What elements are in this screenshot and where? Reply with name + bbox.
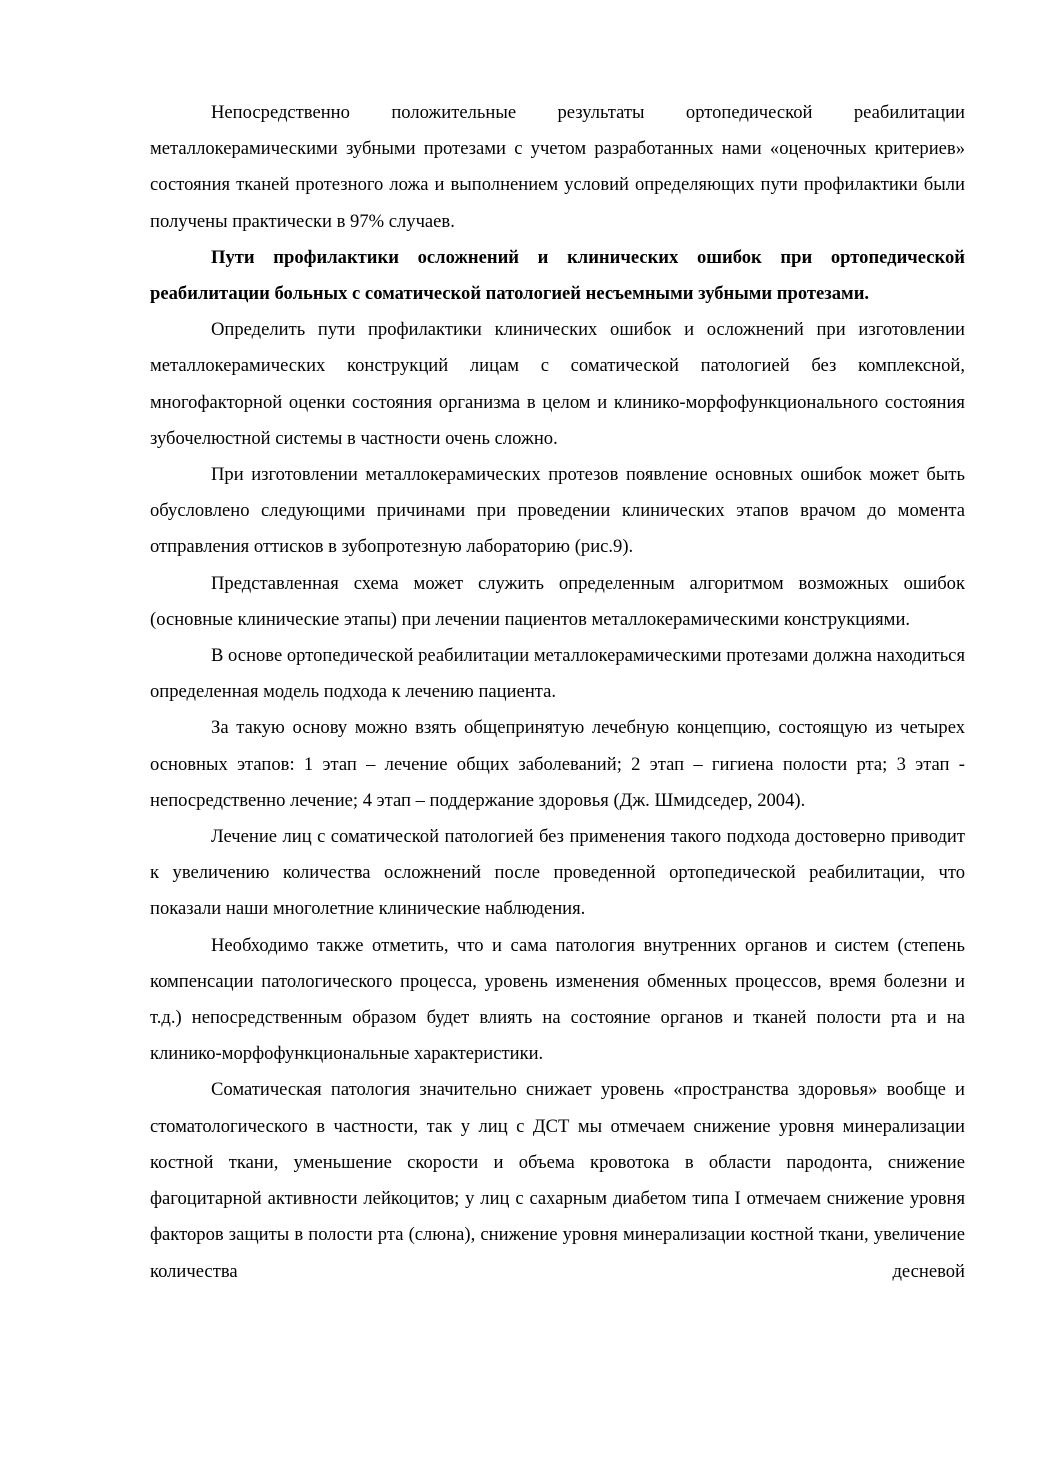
paragraph-results: Непосредственно положительные результаты ортопедической реабилитации металлокерамическими зубными протезами с учетом разработанных нами «оценочных критериев» состояния тканей протезного ложа и выполнением условий определяющих пути профилактики были получены практически в 97% случаев. bbox=[150, 102, 965, 232]
paragraph-scheme: Представленная схема может служить определенным алгоритмом возможных ошибок (основные клинические этапы) при лечении пациентов металлокерамическими конструкциями. bbox=[150, 572, 965, 630]
paragraph-treatment: Лечение лиц с соматической патологией без применения такого подхода достоверно приводит к увеличению количества осложнений после проведенной ортопедической реабилитации, что показали наши многолетние клинические наблюдения. bbox=[150, 826, 965, 920]
paragraph-errors: При изготовлении металлокерамических протезов появление основных ошибок может быть обусловлено следующими причинами при проведении клинических этапов врачом до момента отправления оттисков в зубопротезную лабораторию (рис.9). bbox=[150, 464, 965, 558]
paragraph-model: В основе ортопедической реабилитации металлокерамическими протезами должна находиться определенная модель подхода к лечению пациента. bbox=[150, 645, 965, 703]
paragraph-prevention: Определить пути профилактики клинических ошибок и осложнений при изготовлении металлокерамических конструкций лицам с соматической патологией без комплексной, многофакторной оценки состояния организма в целом и клинико-морфофункционального состояния зубочелюстной системы в частности очень сложно. bbox=[150, 319, 965, 449]
document-page bbox=[150, 95, 965, 1290]
paragraph-pathology: Необходимо также отметить, что и сама патология внутренних органов и систем (степень компенсации патологического процесса, уровень изменения обменных процессов, время болезни и т.д.) непосредственным образом будет влиять на состояние органов и тканей полости рта и на клинико-морфофункциональные характеристики. bbox=[150, 934, 965, 1065]
paragraph-somatic: Соматическая патология значительно снижает уровень «пространства здоровья» вообще и стоматологического в частности, так у лиц с ДСТ мы отмечаем снижение уровня минерализации костной ткани, уменьшение скорости и объема кровотока в области пародонта, снижение фагоцитарной активности лейкоцитов; у лиц с сахарным диабетом типа I отмечаем снижение уровня факторов защиты в полости рта (слюна), снижение уровня минерализации костной ткани, увеличение количества десневой bbox=[150, 1079, 965, 1282]
paragraph-concept: За такую основу можно взять общепринятую лечебную концепцию, состоящую из четырех основных этапов: 1 этап – лечение общих заболеваний; 2 этап – гигиена полости рта; 3 этап - непосредственно лечение; 4 этап – поддержание здоровья (Дж. Шмидседер, 2004). bbox=[150, 717, 965, 811]
section-heading: Пути профилактики осложнений и клинических ошибок при ортопедической реабилитации больных с соматической патологией несъемными зубными протезами. bbox=[150, 246, 965, 305]
